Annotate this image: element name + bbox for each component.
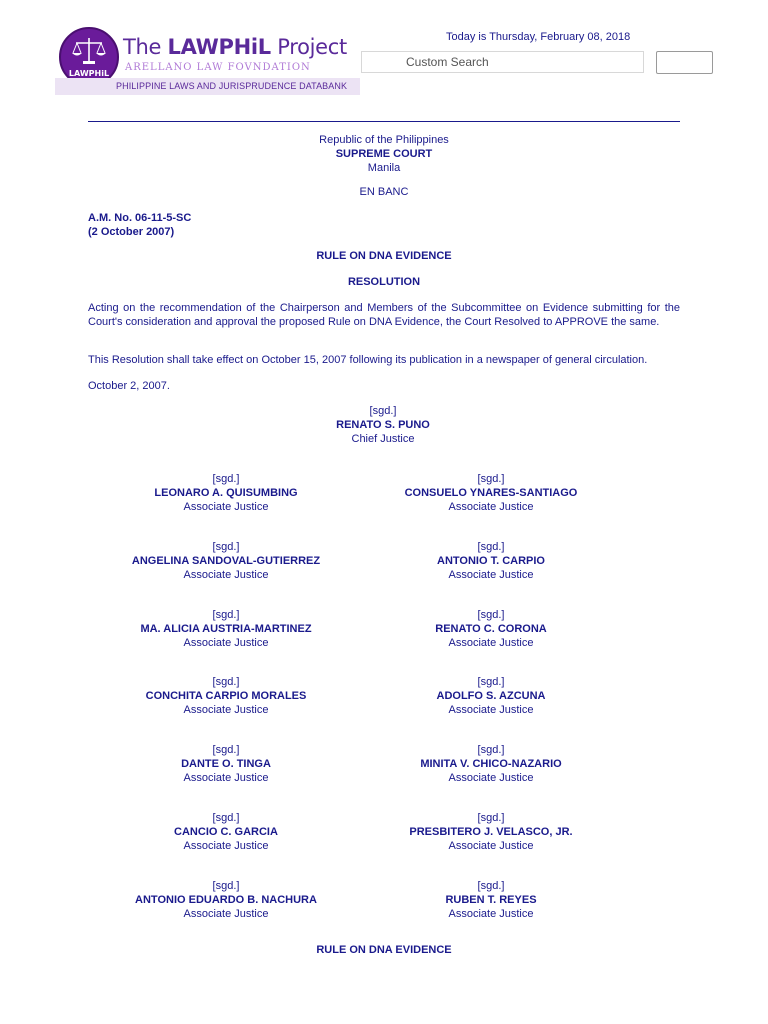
resolution-paragraph-2: This Resolution shall take effect on October 15, 2007 following its publication in a newspaper of general circulation. bbox=[88, 354, 648, 366]
chief-justice-signature: [sgd.] RENATO S. PUNO Chief Justice bbox=[248, 404, 518, 446]
rule-title-footer: RULE ON DNA EVIDENCE bbox=[316, 944, 452, 956]
signatory-title: Associate Justice bbox=[183, 636, 269, 649]
signatory-name: RENATO C. CORONA bbox=[435, 622, 547, 635]
signatory-name: RUBEN T. REYES bbox=[445, 893, 537, 906]
signatory-title: Associate Justice bbox=[448, 704, 534, 717]
signature-mark: [sgd.] bbox=[212, 676, 240, 689]
signatory-name: MA. ALICIA AUSTRIA-MARTINEZ bbox=[140, 622, 312, 635]
signatory-name: CONSUELO YNARES-SANTIAGO bbox=[404, 487, 578, 499]
justice-signature bbox=[356, 743, 626, 785]
justice-signature bbox=[356, 608, 626, 650]
division: EN BANC bbox=[359, 186, 409, 198]
signature-mark: [sgd.] bbox=[477, 676, 505, 689]
justice-signature bbox=[91, 811, 361, 853]
justice-signature bbox=[91, 472, 361, 514]
republic-line: Republic of the Philippines bbox=[319, 134, 449, 146]
logo-badge-text: LAWPHiL bbox=[68, 69, 110, 78]
rule-title: RULE ON DNA EVIDENCE bbox=[316, 250, 452, 262]
lawphil-logo[interactable] bbox=[55, 26, 360, 96]
signature-mark: [sgd.] bbox=[212, 473, 240, 485]
signatory-title: Associate Justice bbox=[448, 636, 534, 649]
signature-mark: [sgd.] bbox=[212, 540, 240, 553]
logo-band: PHILIPPINE LAWS AND JURISPRUDENCE DATABANK bbox=[55, 78, 360, 95]
current-date: Today is Thursday, February 08, 2018 bbox=[446, 31, 631, 43]
header-divider bbox=[88, 121, 680, 122]
signature-mark: [sgd.] bbox=[477, 608, 505, 621]
signatory-title: Associate Justice bbox=[183, 772, 269, 785]
signature-mark: [sgd.] bbox=[477, 812, 505, 824]
site-header bbox=[0, 0, 768, 110]
justice-signature bbox=[356, 811, 626, 853]
search-button[interactable] bbox=[656, 51, 713, 74]
justice-signature bbox=[91, 608, 361, 650]
signature-mark: [sgd.] bbox=[477, 879, 505, 892]
signatory-title: Associate Justice bbox=[183, 568, 269, 581]
justice-signature bbox=[91, 540, 361, 582]
signatory-name: ANTONIO EDUARDO B. NACHURA bbox=[135, 893, 317, 906]
signature-mark: [sgd.] bbox=[477, 540, 505, 553]
signature-mark: [sgd.] bbox=[212, 608, 240, 621]
court-city: Manila bbox=[367, 162, 401, 174]
resolution-paragraph-1: Acting on the recommendation of the Chairperson and Members of the Subcommittee on Evidence submitting for the Court's consideration and approval the proposed Rule on DNA Evidence, the Court Resolved to APPROVE the same. bbox=[88, 302, 680, 328]
signatory-name: LEONARO A. QUISUMBING bbox=[154, 487, 298, 499]
signatory-name: RENATO S. PUNO bbox=[336, 419, 430, 431]
justice-signature bbox=[356, 472, 626, 514]
signatory-title: Associate Justice bbox=[183, 704, 269, 717]
search-field[interactable] bbox=[361, 51, 644, 73]
case-number: A.M. No. 06-11-5-SC bbox=[88, 212, 192, 224]
signature-mark: [sgd.] bbox=[477, 473, 505, 485]
signatory-title: Associate Justice bbox=[183, 840, 269, 852]
signatory-name: MINITA V. CHICO-NAZARIO bbox=[420, 758, 562, 771]
signatory-title: Associate Justice bbox=[183, 501, 269, 513]
court-name: SUPREME COURT bbox=[335, 148, 433, 160]
resolution-heading: RESOLUTION bbox=[347, 276, 421, 288]
logo-title: The LAWPHiL Project bbox=[123, 35, 347, 59]
signatory-title: Associate Justice bbox=[448, 568, 534, 581]
justice-signature bbox=[356, 675, 626, 717]
signatory-name: DANTE O. TINGA bbox=[181, 758, 271, 771]
signatory-name: ANTONIO T. CARPIO bbox=[437, 554, 545, 567]
justice-signature bbox=[91, 743, 361, 785]
signatory-title: Chief Justice bbox=[351, 433, 415, 445]
signature-mark: [sgd.] bbox=[212, 879, 240, 892]
signatory-title: Associate Justice bbox=[448, 840, 534, 852]
search-input[interactable] bbox=[362, 52, 643, 72]
signatory-name: ADOLFO S. AZCUNA bbox=[436, 690, 546, 703]
signatory-name: CANCIO C. GARCIA bbox=[174, 826, 278, 838]
signature-mark: [sgd.] bbox=[212, 812, 240, 824]
justice-signature bbox=[356, 879, 626, 921]
signature-mark: [sgd.] bbox=[477, 744, 505, 757]
signatory-title: Associate Justice bbox=[448, 772, 534, 785]
case-date: (2 October 2007) bbox=[88, 226, 175, 238]
justice-signature bbox=[91, 675, 361, 717]
signed-date: October 2, 2007. bbox=[88, 380, 170, 392]
signatory-title: Associate Justice bbox=[448, 907, 534, 920]
signatory-name: CONCHITA CARPIO MORALES bbox=[145, 690, 307, 703]
justice-signature bbox=[356, 540, 626, 582]
justice-signature bbox=[91, 879, 361, 921]
scales-of-justice-icon bbox=[71, 36, 107, 66]
signatory-name: ANGELINA SANDOVAL-GUTIERREZ bbox=[131, 554, 321, 567]
logo-subtitle: ARELLANO LAW FOVNDATION bbox=[125, 62, 311, 73]
signatory-name: PRESBITERO J. VELASCO, JR. bbox=[409, 826, 573, 838]
signatory-title: Associate Justice bbox=[448, 501, 534, 513]
signature-mark: [sgd.] bbox=[212, 744, 240, 757]
signatory-title: Associate Justice bbox=[183, 907, 269, 920]
